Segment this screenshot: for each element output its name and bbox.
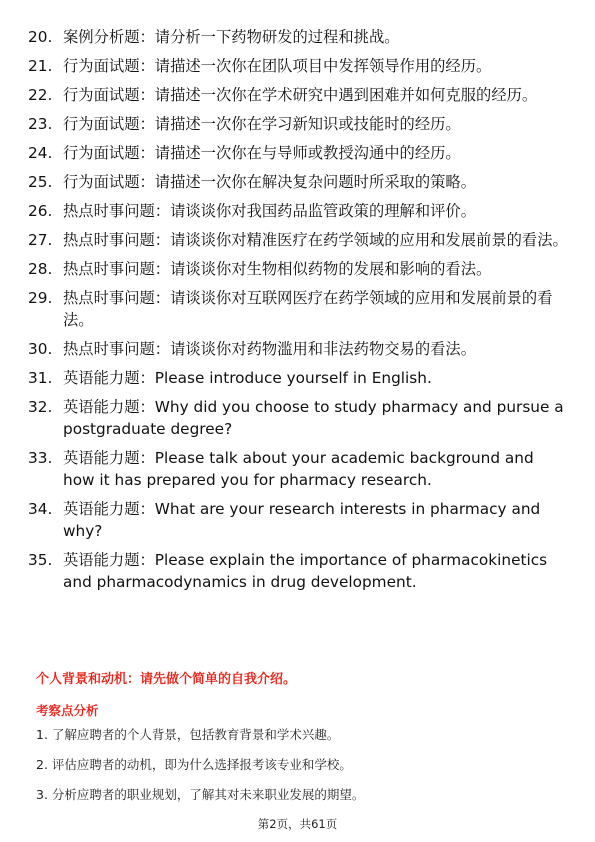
question-list xyxy=(28,26,568,600)
question-number: 26. xyxy=(28,202,53,220)
question-text: 热点时事问题：请谈谈你对药物滥用和非法药物交易的看法。 xyxy=(63,340,477,358)
question-item xyxy=(28,367,568,389)
question-text: 行为面试题：请描述一次你在团队项目中发挥领导作用的经历。 xyxy=(63,57,492,75)
analysis-point: 1. 了解应聘者的个人背景，包括教育背景和学术兴趣。 xyxy=(36,727,340,742)
question-number: 24. xyxy=(28,144,53,162)
analysis-points xyxy=(36,726,556,816)
question-item xyxy=(28,258,568,280)
question-text: 行为面试题：请描述一次你在解决复杂问题时所采取的策略。 xyxy=(63,173,477,191)
analysis-point: 2. 评估应聘者的动机，即为什么选择报考该专业和学校。 xyxy=(36,757,352,772)
question-number: 23. xyxy=(28,115,53,133)
analysis-heading: 考察点分析 xyxy=(36,703,99,718)
question-text: 英语能力题：Why did you choose to study pharmacy and pursue a postgraduate degree? xyxy=(63,398,564,438)
section-title: 个人背景和动机：请先做个简单的自我介绍。 xyxy=(36,672,297,687)
question-item xyxy=(28,84,568,106)
question-item xyxy=(28,229,568,251)
question-item xyxy=(28,200,568,222)
question-number: 31. xyxy=(28,369,53,387)
question-item xyxy=(28,287,568,331)
question-number: 27. xyxy=(28,231,53,249)
page-footer: 第2页，共61页 xyxy=(257,817,338,831)
question-number: 30. xyxy=(28,340,53,358)
question-item xyxy=(28,338,568,360)
question-item xyxy=(28,447,568,491)
question-text: 热点时事问题：请谈谈你对精准医疗在药学领域的应用和发展前景的看法。 xyxy=(63,231,568,249)
question-number: 35. xyxy=(28,551,53,569)
question-text: 行为面试题：请描述一次你在学习新知识或技能时的经历。 xyxy=(63,115,461,133)
question-item xyxy=(28,396,568,440)
question-item xyxy=(28,26,568,48)
question-text: 行为面试题：请描述一次你在学术研究中遇到困难并如何克服的经历。 xyxy=(63,86,538,104)
question-item xyxy=(28,549,568,593)
question-text: 热点时事问题：请谈谈你对我国药品监管政策的理解和评价。 xyxy=(63,202,477,220)
question-item xyxy=(28,142,568,164)
question-number: 28. xyxy=(28,260,53,278)
question-number: 25. xyxy=(28,173,53,191)
question-text: 行为面试题：请描述一次你在与导师或教授沟通中的经历。 xyxy=(63,144,461,162)
question-number: 22. xyxy=(28,86,53,104)
question-text: 英语能力题：Please talk about your academic background and how it has prepared you for pharmacy research. xyxy=(63,449,534,489)
question-number: 33. xyxy=(28,449,53,467)
question-number: 32. xyxy=(28,398,53,416)
question-text: 英语能力题：Please explain the importance of pharmacokinetics and pharmacodynamics in drug development. xyxy=(63,551,548,591)
question-text: 热点时事问题：请谈谈你对生物相似药物的发展和影响的看法。 xyxy=(63,260,492,278)
question-item xyxy=(28,113,568,135)
question-text: 英语能力题：What are your research interests in pharmacy and why? xyxy=(63,500,541,540)
question-text: 热点时事问题：请谈谈你对互联网医疗在药学领域的应用和发展前景的看法。 xyxy=(63,289,553,329)
question-number: 29. xyxy=(28,289,53,307)
question-item xyxy=(28,171,568,193)
question-item xyxy=(28,55,568,77)
analysis-point: 3. 分析应聘者的职业规划，了解其对未来职业发展的期望。 xyxy=(36,787,365,802)
question-number: 21. xyxy=(28,57,53,75)
question-number: 20. xyxy=(28,28,53,46)
question-text: 英语能力题：Please introduce yourself in English. xyxy=(63,369,432,387)
question-text: 案例分析题：请分析一下药物研发的过程和挑战。 xyxy=(63,28,400,46)
question-number: 34. xyxy=(28,500,53,518)
question-item xyxy=(28,498,568,542)
